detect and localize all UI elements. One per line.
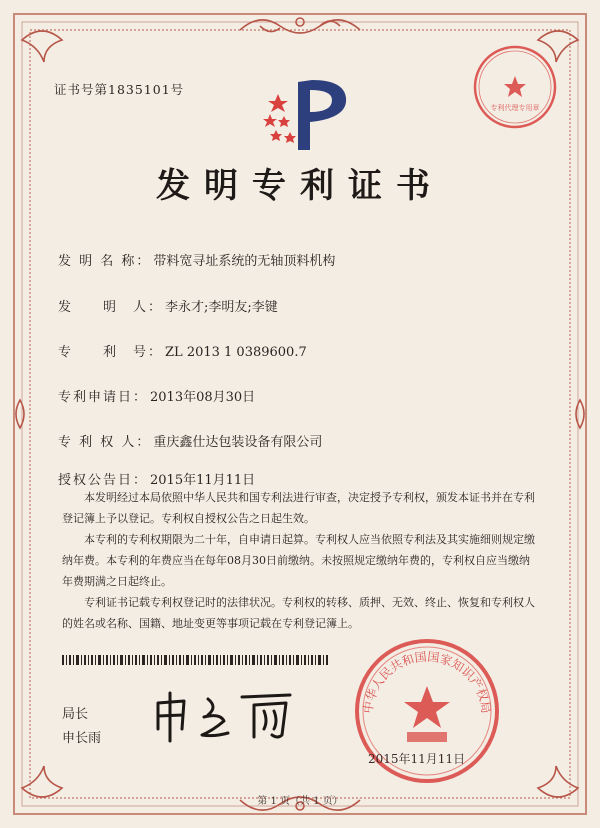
body-paragraph-1: 本发明经过本局依照中华人民共和国专利法进行审查，决定授予专利权，颁发本证书并在专利登记簿上予以登记。专利权自授权公告之日起生效。 xyxy=(62,491,535,525)
seal-text: 中华人民共和国国家知识产权局 xyxy=(360,649,494,715)
application-date-row xyxy=(58,386,255,405)
director-signature xyxy=(150,685,320,745)
invention-name-value: 带料宽寻址系统的无轴顶料机构 xyxy=(153,254,336,269)
patentee-value: 重庆鑫仕达包装设备有限公司 xyxy=(153,435,323,450)
application-date-label: 专利申请日： xyxy=(58,390,149,405)
patentee-label: 专 利 权 人： xyxy=(58,435,152,450)
invention-name-label: 发 明 名 称： xyxy=(58,254,152,269)
patentee-row xyxy=(58,431,322,450)
agency-seal xyxy=(470,42,560,132)
certificate-number: 证书号第1835101号 xyxy=(54,82,185,97)
inventors-value: 李永才;李明友;李键 xyxy=(165,300,278,315)
body-paragraph-3: 专利证书记载专利权登记时的法律状况。专利权的转移、质押、无效、终止、恢复和专利权人的姓名或名称、国籍、地址变更等事项记载在专利登记簿上。 xyxy=(62,596,535,630)
certificate-body xyxy=(62,487,540,634)
invention-name-row xyxy=(58,250,335,269)
body-paragraph-2: 本专利的专利权期限为二十年，自申请日起算。专利权人应当依照专利法及其实施细则规定缴纳年费。本专利的年费应当在每年08月30日前缴纳。未按照规定缴纳年费的，专利权自应当缴纳年费期满之日起终止。 xyxy=(62,533,535,588)
inventors-row xyxy=(58,296,278,315)
patent-number-value: ZL 2013 1 0389600.7 xyxy=(165,345,307,360)
director-name: 申长雨 xyxy=(62,731,102,746)
svg-text:专利代理专用章: 专利代理专用章 xyxy=(490,104,540,112)
patent-office-logo xyxy=(248,72,358,162)
patent-number-row xyxy=(58,341,307,360)
certificate-title: 发明专利证书 xyxy=(156,166,444,206)
inventors-label: 发 明 人： xyxy=(58,300,164,315)
grant-date-label: 授权公告日： xyxy=(58,473,149,488)
patent-number-label: 专 利 号： xyxy=(58,345,164,360)
seal-date: 2015年11月11日 xyxy=(368,752,466,766)
director-title: 局长 xyxy=(62,707,89,722)
application-date-value: 2013年08月30日 xyxy=(150,390,256,405)
grant-date-row xyxy=(58,469,255,488)
page-number: 第 1 页（共 1 页） xyxy=(257,796,343,807)
barcode xyxy=(62,655,330,665)
grant-date-value: 2015年11月11日 xyxy=(150,473,256,488)
